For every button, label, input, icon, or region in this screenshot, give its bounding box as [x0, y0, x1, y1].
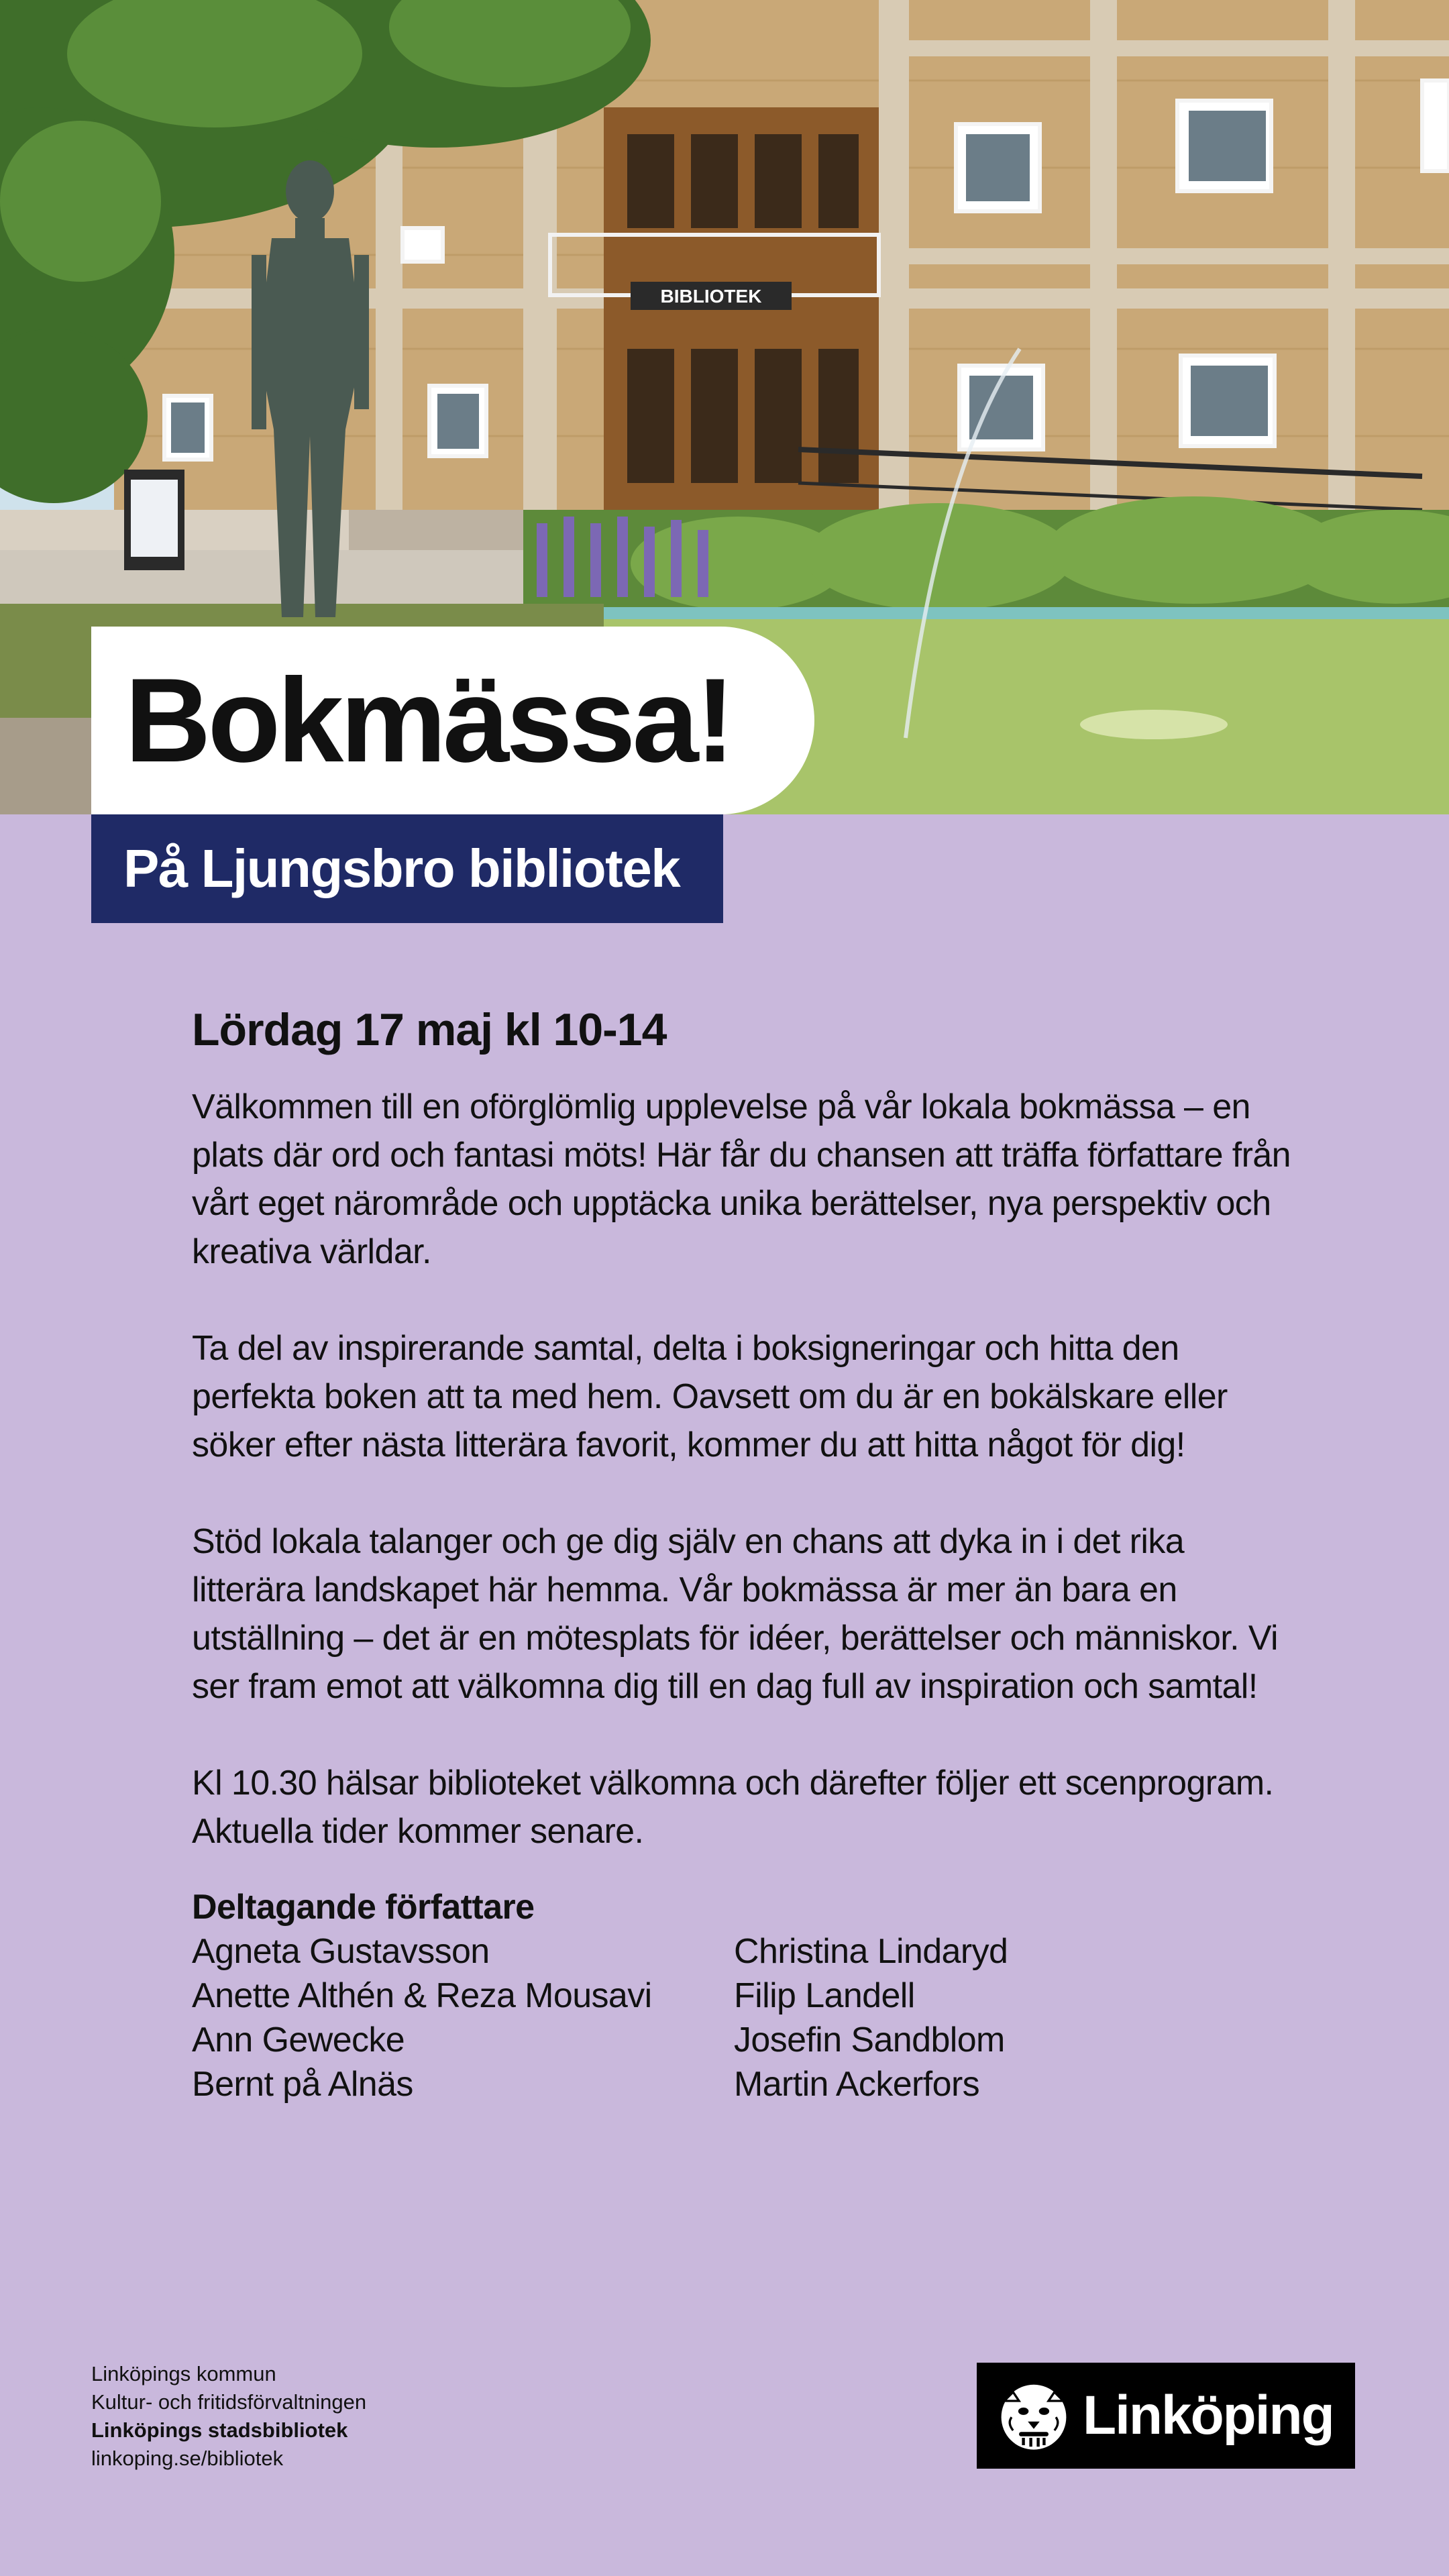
paragraph-schedule: Kl 10.30 hälsar biblioteket välkomna och därefter följer ett scenprogram. Aktuella tider kommer senare.	[192, 1764, 1274, 1851]
author-name: Christina Lindaryd	[734, 1932, 1008, 1972]
author-name: Josefin Sandblom	[734, 2021, 1005, 2060]
author-name: Agneta Gustavsson	[192, 1932, 490, 1972]
subtitle-band	[91, 814, 723, 923]
footer-organization	[91, 2360, 366, 2473]
event-content	[192, 1004, 1292, 2106]
author-name: Bernt på Alnäs	[192, 2065, 413, 2104]
footer-website-link[interactable]: linkoping.se/bibliotek	[91, 2447, 284, 2470]
page-subtitle: På Ljungsbro bibliotek	[123, 839, 680, 898]
author-name: Filip Landell	[734, 1976, 915, 2016]
footer-department: Kultur- och fritidsförvaltningen	[91, 2390, 367, 2414]
authors-list	[192, 1929, 1292, 2106]
authors-heading: Deltagande författare	[192, 1888, 535, 1927]
page-title: Bokmässa!	[125, 653, 732, 787]
authors-column-left	[192, 1929, 734, 2106]
paragraph-support: Stöd lokala talanger och ge dig själv en chans att dyka in i det rika litterära landskapet här hemma. Vår bokmässa är mer än bara en utställning – det är en mötesplats för idéer, berättelser och människor. Vi ser fram emot att välkomna dig till en dag full av inspiration och samtal!	[192, 1522, 1278, 1707]
footer-library-name: Linköpings stadsbibliotek	[91, 2418, 348, 2442]
event-date: Lördag 17 maj kl 10-14	[192, 1004, 667, 1055]
logo-text: Linköping	[1083, 2385, 1334, 2446]
author-name: Ann Gewecke	[192, 2021, 405, 2060]
lion-head-icon	[997, 2379, 1071, 2453]
author-name: Martin Ackerfors	[734, 2065, 980, 2104]
author-name: Anette Althén & Reza Mousavi	[192, 1976, 652, 2016]
footer-municipality: Linköpings kommun	[91, 2362, 276, 2385]
authors-column-right	[734, 1929, 1271, 2106]
building-sign: BIBLIOTEK	[660, 286, 762, 307]
title-banner	[91, 627, 814, 814]
linkoping-logo	[977, 2363, 1355, 2469]
paragraph-intro: Välkommen till en oförglömlig upplevelse på vår lokala bokmässa – en plats där ord och fantasi möts! Här får du chansen att träffa författare från vårt eget närområde och upptäcka unika berättelser, nya perspektiv och kreativa världar.	[192, 1087, 1291, 1272]
paragraph-activities: Ta del av inspirerande samtal, delta i boksigneringar och hitta den perfekta boken att ta med hem. Oavsett om du är en bokälskare eller söker efter nästa litterära favorit, kommer du att hitta något för dig!	[192, 1329, 1228, 1465]
